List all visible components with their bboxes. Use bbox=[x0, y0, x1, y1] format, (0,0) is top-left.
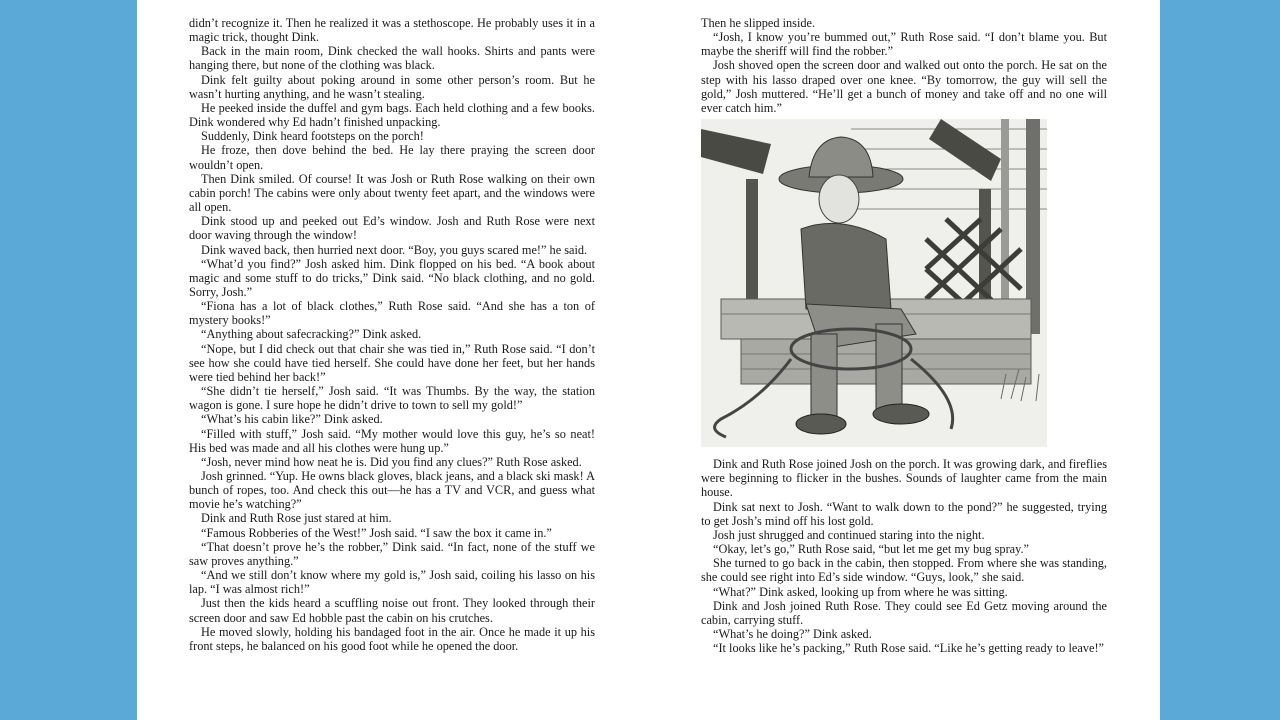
paragraph: “What’s he doing?” Dink asked. bbox=[713, 626, 872, 641]
paragraph: “Nope, but I did check out that chair she was tied in,” Ruth Rose said. “I don’t see how she could have tied herself. She could have done her feet, but her hands were tied behind her back!” bbox=[189, 341, 595, 384]
paragraph: Josh shoved open the screen door and walked out onto the porch. He sat on the step with his lasso draped over one knee. “By tomorrow, the guy will sell the gold,” Josh muttered. “He’ll get a bunch of money and take off and no one will ever catch him.” bbox=[701, 58, 1107, 115]
paragraph: didn’t recognize it. Then he realized it was a stethoscope. He probably uses it in a magic trick, thought Dink. bbox=[189, 16, 595, 45]
paragraph: Dink and Ruth Rose just stared at him. bbox=[201, 511, 392, 526]
paragraph: “Famous Robberies of the West!” Josh said. “I saw the box it came in.” bbox=[201, 525, 552, 540]
paragraph: “That doesn’t prove he’s the robber,” Dink said. “In fact, none of the stuff we saw proves anything.” bbox=[189, 539, 595, 568]
porch-illustration bbox=[701, 119, 1047, 447]
paragraph: “Josh, I know you’re bummed out,” Ruth Rose said. “I don’t blame you. But maybe the sheriff will find the robber.” bbox=[701, 30, 1107, 59]
paragraph: Dink waved back, then hurried next door. “Boy, you guys scared me!” he said. bbox=[201, 242, 588, 257]
paragraph: She turned to go back in the cabin, then stopped. From where she was standing, she could see right into Ed’s side window. “Guys, look,” she said. bbox=[701, 556, 1107, 585]
paragraph: He peeked inside the duffel and gym bags. Each held clothing and a few books. Dink wondered why Ed hadn’t finished unpacking. bbox=[189, 100, 595, 130]
paragraph: “Anything about safecracking?” Dink asked. bbox=[201, 327, 422, 342]
paragraph: “Okay, let’s go,” Ruth Rose said, “but let me get my bug spray.” bbox=[713, 542, 1030, 557]
paragraph: Dink sat next to Josh. “Want to walk down to the pond?” he suggested, trying to get Josh’s mind off his lost gold. bbox=[701, 499, 1107, 528]
paragraph: Then he slipped inside. bbox=[701, 16, 816, 30]
paragraph: Then Dink smiled. Of course! It was Josh or Ruth Rose walking on their own cabin porch! The cabins were only about twenty feet apart, and the windows were all open. bbox=[189, 171, 595, 215]
paragraph: Dink felt guilty about poking around in some other person’s room. But he wasn’t hurting anything, and he wasn’t stealing. bbox=[189, 72, 595, 101]
book-spread bbox=[137, 0, 1160, 720]
boy-on-porch-drawing bbox=[701, 119, 1047, 447]
paragraph: “Fiona has a lot of black clothes,” Ruth Rose said. “And she has a ton of mystery books!” bbox=[189, 299, 595, 328]
paragraph: He froze, then dove behind the bed. He lay there praying the screen door wouldn’t open. bbox=[189, 143, 595, 172]
paragraph: Dink stood up and peeked out Ed’s window. Josh and Ruth Rose were next door waving through the window! bbox=[189, 214, 595, 243]
paragraph: Back in the main room, Dink checked the wall hooks. Shirts and pants were hanging there, but none of the clothing was black. bbox=[189, 44, 595, 73]
paragraph: Josh grinned. “Yup. He owns black gloves, black jeans, and a black ski mask! A bunch of ropes, too. And check this out—he has a TV and VCR, and guess what movie he’s watching?” bbox=[189, 469, 595, 512]
paragraph: Suddenly, Dink heard footsteps on the porch! bbox=[201, 129, 424, 144]
paragraph: Dink and Josh joined Ruth Rose. They could see Ed Getz moving around the cabin, carrying stuff. bbox=[701, 598, 1107, 627]
paragraph: “She didn’t tie herself,” Josh said. “It was Thumbs. By the way, the station wagon is gone. I sure hope he didn’t drive to town to sell my gold!” bbox=[189, 384, 595, 413]
paragraph: Dink and Ruth Rose joined Josh on the porch. It was growing dark, and fireflies were beginning to flicker in the bushes. Sounds of laughter came from the main house. bbox=[701, 457, 1107, 500]
paragraph: He moved slowly, holding his bandaged foot in the air. Once he made it up his front steps, he balanced on his good foot while he opened the door. bbox=[189, 624, 595, 653]
left-page bbox=[189, 16, 595, 653]
right-page bbox=[701, 16, 1107, 655]
paragraph: Josh just shrugged and continued staring into the night. bbox=[713, 527, 985, 542]
paragraph: “It looks like he’s packing,” Ruth Rose said. “Like he’s getting ready to leave!” bbox=[713, 641, 1104, 656]
paragraph: “What’s his cabin like?” Dink asked. bbox=[201, 412, 383, 427]
paragraph: “Josh, never mind how neat he is. Did you find any clues?” Ruth Rose asked. bbox=[201, 454, 582, 469]
paragraph: Just then the kids heard a scuffling noise out front. They looked through their screen door and saw Ed hobble past the cabin on his crutches. bbox=[189, 596, 595, 625]
paragraph: “And we still don’t know where my gold is,” Josh said, coiling his lasso on his lap. “I was almost rich!” bbox=[189, 568, 595, 597]
paragraph: “Filled with stuff,” Josh said. “My mother would love this guy, he’s so neat! His bed was made and all his clothes were hung up.” bbox=[189, 426, 595, 455]
paragraph: “What?” Dink asked, looking up from where he was sitting. bbox=[713, 584, 1008, 599]
paragraph: “What’d you find?” Josh asked him. Dink flopped on his bed. “A book about magic and some stuff to do tricks,” Dink said. “No black clothing, and no gold. Sorry, Josh.” bbox=[189, 256, 595, 299]
